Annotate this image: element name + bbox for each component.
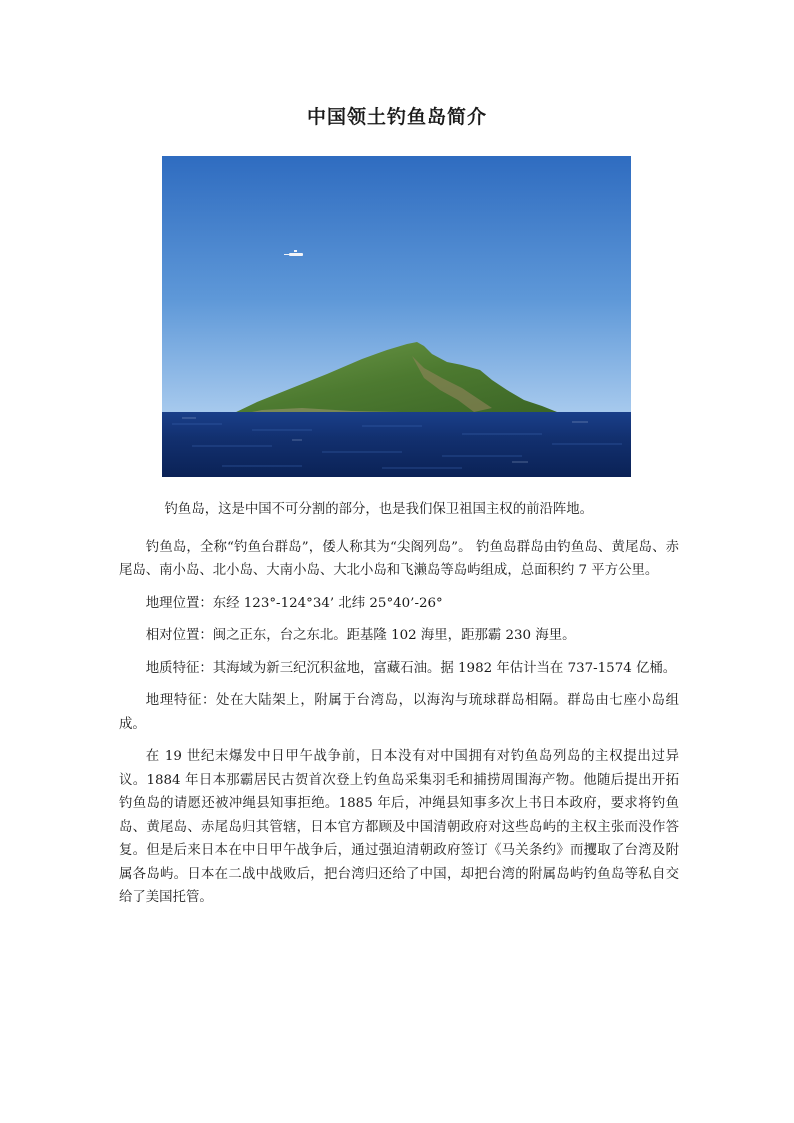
paragraph: 地质特征：其海域为新三纪沉积盆地，富藏石油。据 1982 年估计当在 737-1574 亿桶。 [145,660,677,676]
paragraph: 钓鱼岛，全称“钓鱼台群岛”，倭人称其为“尖阁列岛”。 钓鱼岛群岛由钓鱼岛、黄尾岛、赤尾岛、南小岛、北小岛、大南小岛、大北小岛和飞濑岛等岛屿组成，总面积约 7 平方公里。 [119,539,679,578]
document-body [119,498,679,919]
paragraph: 在 19 世纪末爆发中日甲午战争前，日本没有对中国拥有对钓鱼岛列岛的主权提出过异议。1884 年日本那霸居民古贺首次登上钓鱼岛采集羽毛和捕捞周围海产物。他随后提出开拓钓鱼岛的请愿还被冲绳县知事拒绝。1885 年后，冲绳县知事多次上书日本政府，要求将钓鱼岛、黄尾岛、赤尾岛归其管辖，日本官方都顾及中国清朝政府对这些岛屿的主权主张而没作答复。但是后来日本在中日甲午战争后，通过强迫清朝政府签订《马关条约》而攫取了台湾及附属各岛屿。日本在二战中战败后，把台湾归还给了中国，却把台湾的附属岛屿钓鱼岛等私自交给了美国托管。 [119,749,679,905]
paragraph: 地理特征：处在大陆架上，附属于台湾岛，以海沟与琉球群岛相隔。群岛由七座小岛组成。 [119,693,679,732]
island-photo [162,156,631,477]
paragraph: 钓鱼岛，这是中国不可分割的部分，也是我们保卫祖国主权的前沿阵地。 [164,502,594,517]
paragraph: 相对位置：闽之正东，台之东北。距基隆 102 海里，距那霸 230 海里。 [145,628,576,643]
document-title: 中国领土钓鱼岛简介 [306,106,487,128]
paragraph: 地理位置：东经 123°-124°34’ 北纬 25°40’-26° [145,595,443,611]
